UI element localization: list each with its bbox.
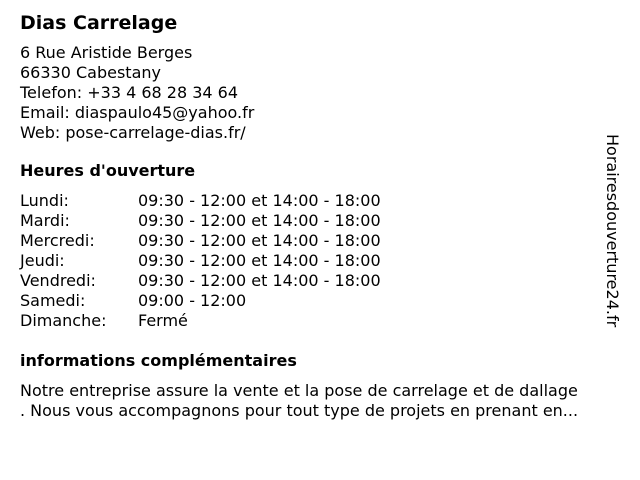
hours-row-dimanche: [20, 311, 620, 331]
website-link[interactable]: Web: pose-carrelage-dias.fr/: [20, 123, 246, 142]
email-address[interactable]: Email: diaspaulo45@yahoo.fr: [20, 103, 255, 122]
day-label: Mardi:: [20, 211, 70, 230]
day-hours: 09:30 - 12:00 et 14:00 - 18:00: [138, 191, 381, 210]
street-address: 6 Rue Aristide Berges: [20, 43, 193, 62]
hours-row-lundi: [20, 191, 620, 211]
hours-table: [20, 191, 620, 331]
hours-row-mardi: [20, 211, 620, 231]
day-hours: 09:30 - 12:00 et 14:00 - 18:00: [138, 211, 381, 230]
hours-row-jeudi: [20, 251, 620, 271]
day-label: Jeudi:: [20, 251, 65, 270]
info-description: [20, 381, 632, 421]
contact-block: [20, 43, 620, 143]
business-name: Dias Carrelage: [20, 12, 178, 34]
day-label: Lundi:: [20, 191, 69, 210]
hours-row-vendredi: [20, 271, 620, 291]
day-label: Vendredi:: [20, 271, 96, 290]
day-label: Dimanche:: [20, 311, 107, 330]
hours-heading: Heures d'ouverture: [20, 161, 196, 180]
site-watermark: Horairesdouverture24.fr: [603, 134, 622, 328]
info-line: . Nous vous accompagnons pour tout type de projets en prenant en...: [20, 401, 579, 420]
day-hours: 09:30 - 12:00 et 14:00 - 18:00: [138, 251, 381, 270]
info-heading: informations complémentaires: [20, 351, 297, 370]
hours-row-samedi: [20, 291, 620, 311]
day-hours: 09:00 - 12:00: [138, 291, 247, 310]
phone-number[interactable]: Telefon: +33 4 68 28 34 64: [20, 83, 239, 102]
day-hours: 09:30 - 12:00 et 14:00 - 18:00: [138, 271, 381, 290]
info-line: Notre entreprise assure la vente et la pose de carrelage et de dallage: [20, 381, 578, 400]
day-hours: Fermé: [138, 311, 188, 330]
day-label: Mercredi:: [20, 231, 95, 250]
hours-row-mercredi: [20, 231, 620, 251]
day-hours: 09:30 - 12:00 et 14:00 - 18:00: [138, 231, 381, 250]
business-card: [20, 10, 620, 421]
city-address: 66330 Cabestany: [20, 63, 161, 82]
day-label: Samedi:: [20, 291, 86, 310]
